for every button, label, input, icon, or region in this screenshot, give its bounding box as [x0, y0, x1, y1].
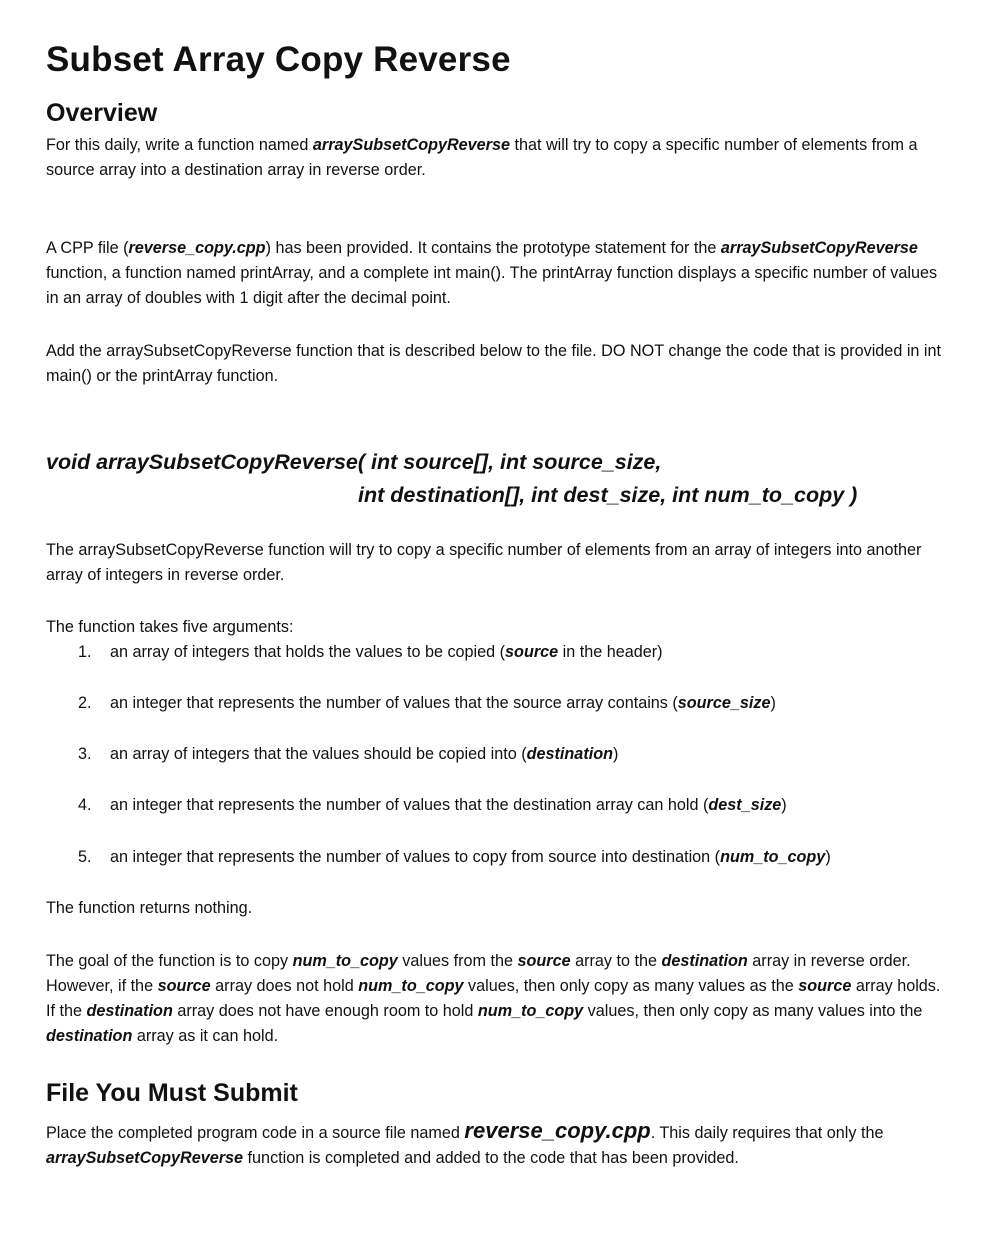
function-signature-line-1: void arraySubsetCopyReverse( int source[], int source_size,	[46, 450, 662, 474]
overview-heading: Overview	[46, 99, 158, 127]
function-signature-line-2: int destination[], int dest_size, int num_to_copy )	[358, 483, 858, 507]
function-name: arraySubsetCopyReverse	[312, 136, 510, 154]
returns-paragraph: The function returns nothing.	[46, 899, 253, 917]
list-item: 1. an array of integers that holds the values to be copied (source in the header)	[78, 643, 663, 661]
function-name: arraySubsetCopyReverse	[46, 1149, 244, 1167]
list-item: 2. an integer that represents the number of values that the source array contains (source_size)	[78, 694, 776, 712]
arguments-intro: The function takes five arguments:	[46, 618, 294, 636]
list-item: 4. an integer that represents the number of values that the destination array can hold (dest_size)	[78, 796, 787, 814]
goal-paragraph: The goal of the function is to copy num_to_copy values from the source array to the destination array in reverse order. However, if the source array does not hold num_to_copy values, then only copy as many values as the source array holds. If the destination array does not have enough room to hold num_to_copy values, then only copy as many values into the destination array as it can hold.	[46, 952, 941, 1045]
overview-paragraph-3: Add the arraySubsetCopyReverse function that is described below to the file. DO NOT change the code that is provided in int main() or the printArray function.	[46, 342, 942, 385]
description-paragraph: The arraySubsetCopyReverse function will try to copy a specific number of elements from an array of integers into another array of integers in reverse order.	[46, 541, 922, 584]
file-name: reverse_copy.cpp	[464, 1118, 651, 1143]
submit-paragraph: Place the completed program code in a source file named reverse_copy.cpp. This daily requires that only the arraySubsetCopyReverse function is completed and added to the code that has been provided.	[46, 1118, 884, 1167]
function-name: arraySubsetCopyReverse	[720, 239, 918, 257]
page-title: Subset Array Copy Reverse	[46, 40, 511, 79]
file-name: reverse_copy.cpp	[128, 239, 266, 257]
submit-heading: File You Must Submit	[46, 1079, 298, 1107]
overview-paragraph-2: A CPP file (reverse_copy.cpp) has been provided. It contains the prototype statement for the arraySubsetCopyReverse function, a function named printArray, and a complete int main(). The printArray function displays a specific number of values in an array of doubles with 1 digit after the decimal point.	[46, 239, 938, 307]
list-item: 3. an array of integers that the values should be copied into (destination)	[78, 745, 619, 763]
list-item: 5. an integer that represents the number of values to copy from source into destination (num_to_copy)	[78, 848, 831, 866]
overview-paragraph-1: For this daily, write a function named arraySubsetCopyReverse that will try to copy a specific number of elements from a source array into a destination array in reverse order.	[46, 136, 918, 179]
